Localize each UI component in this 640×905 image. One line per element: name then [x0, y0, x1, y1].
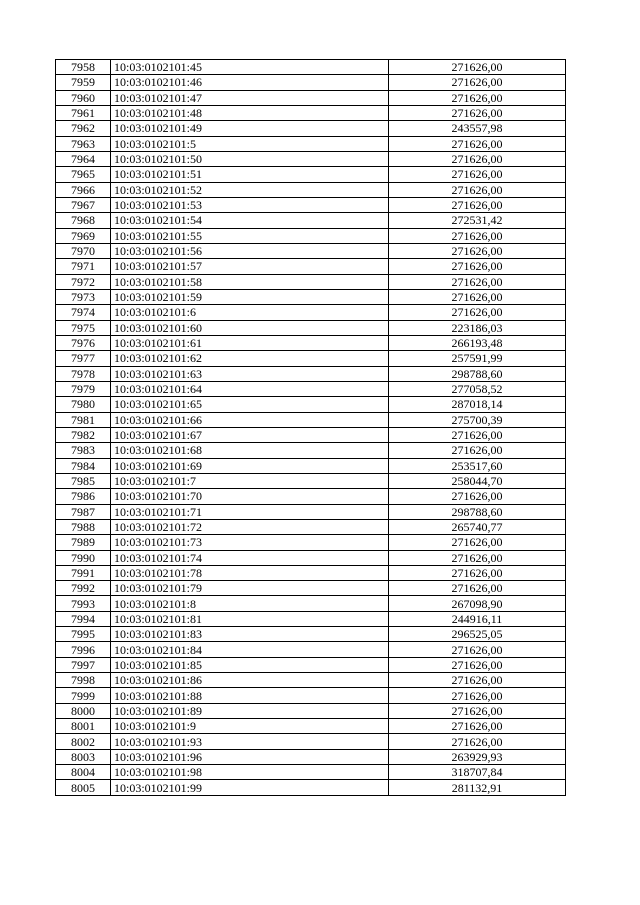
- row-number-cell: 8000: [56, 703, 111, 718]
- table-row: [56, 657, 566, 672]
- data-table: [55, 59, 566, 796]
- row-number-cell: 7991: [56, 565, 111, 580]
- value-cell: 271626,00: [389, 289, 566, 304]
- table-row: [56, 182, 566, 197]
- row-number-cell: 8005: [56, 780, 111, 795]
- row-number-cell: 7965: [56, 167, 111, 182]
- row-number-cell: 7997: [56, 657, 111, 672]
- table-row: [56, 627, 566, 642]
- row-number-cell: 7960: [56, 90, 111, 105]
- table-row: [56, 381, 566, 396]
- value-cell: 318707,84: [389, 765, 566, 780]
- table-row: [56, 151, 566, 166]
- table-row: [56, 734, 566, 749]
- table-row: [56, 565, 566, 580]
- cadastral-number-cell: 10:03:0102101:64: [111, 381, 389, 396]
- value-cell: 277058,52: [389, 381, 566, 396]
- table-row: [56, 305, 566, 320]
- table-row: [56, 167, 566, 182]
- table-row: [56, 366, 566, 381]
- cadastral-number-cell: 10:03:0102101:49: [111, 121, 389, 136]
- value-cell: 271626,00: [389, 565, 566, 580]
- table-row: [56, 473, 566, 488]
- cadastral-number-cell: 10:03:0102101:78: [111, 565, 389, 580]
- value-cell: 257591,99: [389, 351, 566, 366]
- row-number-cell: 7999: [56, 688, 111, 703]
- table-row: [56, 75, 566, 90]
- table-row: [56, 581, 566, 596]
- row-number-cell: 8002: [56, 734, 111, 749]
- row-number-cell: 7977: [56, 351, 111, 366]
- table-row: [56, 550, 566, 565]
- table-row: [56, 213, 566, 228]
- cadastral-number-cell: 10:03:0102101:73: [111, 535, 389, 550]
- value-cell: 265740,77: [389, 519, 566, 534]
- row-number-cell: 7975: [56, 320, 111, 335]
- cadastral-number-cell: 10:03:0102101:79: [111, 581, 389, 596]
- table-row: [56, 335, 566, 350]
- cadastral-number-cell: 10:03:0102101:68: [111, 443, 389, 458]
- row-number-cell: 7985: [56, 473, 111, 488]
- cadastral-number-cell: 10:03:0102101:55: [111, 228, 389, 243]
- value-cell: 271626,00: [389, 581, 566, 596]
- value-cell: 253517,60: [389, 458, 566, 473]
- value-cell: 271626,00: [389, 136, 566, 151]
- value-cell: 298788,60: [389, 504, 566, 519]
- cadastral-number-cell: 10:03:0102101:53: [111, 197, 389, 212]
- row-number-cell: 7962: [56, 121, 111, 136]
- table-row: [56, 780, 566, 795]
- row-number-cell: 7988: [56, 519, 111, 534]
- row-number-cell: 7978: [56, 366, 111, 381]
- row-number-cell: 7972: [56, 274, 111, 289]
- cadastral-number-cell: 10:03:0102101:6: [111, 305, 389, 320]
- cadastral-number-cell: 10:03:0102101:47: [111, 90, 389, 105]
- value-cell: 296525,05: [389, 627, 566, 642]
- table-row: [56, 320, 566, 335]
- cadastral-number-cell: 10:03:0102101:60: [111, 320, 389, 335]
- value-cell: 271626,00: [389, 182, 566, 197]
- value-cell: 271626,00: [389, 489, 566, 504]
- value-cell: 271626,00: [389, 243, 566, 258]
- table-row: [56, 412, 566, 427]
- table-row: [56, 228, 566, 243]
- table-row: [56, 765, 566, 780]
- row-number-cell: 7992: [56, 581, 111, 596]
- cadastral-number-cell: 10:03:0102101:70: [111, 489, 389, 504]
- table-row: [56, 121, 566, 136]
- row-number-cell: 7958: [56, 60, 111, 75]
- table-row: [56, 749, 566, 764]
- table-row: [56, 274, 566, 289]
- value-cell: 243557,98: [389, 121, 566, 136]
- cadastral-number-cell: 10:03:0102101:81: [111, 611, 389, 626]
- value-cell: 271626,00: [389, 719, 566, 734]
- value-cell: 271626,00: [389, 642, 566, 657]
- value-cell: 271626,00: [389, 427, 566, 442]
- row-number-cell: 7964: [56, 151, 111, 166]
- cadastral-number-cell: 10:03:0102101:88: [111, 688, 389, 703]
- value-cell: 271626,00: [389, 305, 566, 320]
- value-cell: 287018,14: [389, 397, 566, 412]
- cadastral-number-cell: 10:03:0102101:59: [111, 289, 389, 304]
- table-row: [56, 642, 566, 657]
- row-number-cell: 7981: [56, 412, 111, 427]
- row-number-cell: 7963: [56, 136, 111, 151]
- row-number-cell: 7974: [56, 305, 111, 320]
- cadastral-number-cell: 10:03:0102101:48: [111, 105, 389, 120]
- table-row: [56, 259, 566, 274]
- value-cell: 271626,00: [389, 105, 566, 120]
- value-cell: 263929,93: [389, 749, 566, 764]
- row-number-cell: 7969: [56, 228, 111, 243]
- table-row: [56, 535, 566, 550]
- value-cell: 267098,90: [389, 596, 566, 611]
- value-cell: 271626,00: [389, 60, 566, 75]
- row-number-cell: 7982: [56, 427, 111, 442]
- value-cell: 271626,00: [389, 734, 566, 749]
- row-number-cell: 7996: [56, 642, 111, 657]
- cadastral-number-cell: 10:03:0102101:74: [111, 550, 389, 565]
- value-cell: 271626,00: [389, 274, 566, 289]
- value-cell: 271626,00: [389, 535, 566, 550]
- cadastral-number-cell: 10:03:0102101:9: [111, 719, 389, 734]
- row-number-cell: 7984: [56, 458, 111, 473]
- value-cell: 271626,00: [389, 657, 566, 672]
- value-cell: 271626,00: [389, 550, 566, 565]
- cadastral-number-cell: 10:03:0102101:69: [111, 458, 389, 473]
- row-number-cell: 7995: [56, 627, 111, 642]
- table-row: [56, 243, 566, 258]
- cadastral-number-cell: 10:03:0102101:89: [111, 703, 389, 718]
- table-row: [56, 197, 566, 212]
- row-number-cell: 8003: [56, 749, 111, 764]
- table-row: [56, 427, 566, 442]
- value-cell: 271626,00: [389, 703, 566, 718]
- cadastral-number-cell: 10:03:0102101:72: [111, 519, 389, 534]
- cadastral-number-cell: 10:03:0102101:84: [111, 642, 389, 657]
- row-number-cell: 7994: [56, 611, 111, 626]
- table-row: [56, 443, 566, 458]
- value-cell: 271626,00: [389, 443, 566, 458]
- table-row: [56, 519, 566, 534]
- value-cell: 271626,00: [389, 259, 566, 274]
- cadastral-number-cell: 10:03:0102101:56: [111, 243, 389, 258]
- row-number-cell: 7973: [56, 289, 111, 304]
- table-body: [56, 60, 566, 796]
- row-number-cell: 7983: [56, 443, 111, 458]
- cadastral-number-cell: 10:03:0102101:63: [111, 366, 389, 381]
- value-cell: 258044,70: [389, 473, 566, 488]
- cadastral-number-cell: 10:03:0102101:54: [111, 213, 389, 228]
- value-cell: 271626,00: [389, 673, 566, 688]
- cadastral-number-cell: 10:03:0102101:85: [111, 657, 389, 672]
- cadastral-number-cell: 10:03:0102101:58: [111, 274, 389, 289]
- table-row: [56, 60, 566, 75]
- cadastral-number-cell: 10:03:0102101:57: [111, 259, 389, 274]
- cadastral-number-cell: 10:03:0102101:52: [111, 182, 389, 197]
- value-cell: 244916,11: [389, 611, 566, 626]
- value-cell: 275700,39: [389, 412, 566, 427]
- value-cell: 266193,48: [389, 335, 566, 350]
- row-number-cell: 7976: [56, 335, 111, 350]
- value-cell: 271626,00: [389, 167, 566, 182]
- table-row: [56, 397, 566, 412]
- row-number-cell: 7966: [56, 182, 111, 197]
- cadastral-number-cell: 10:03:0102101:66: [111, 412, 389, 427]
- cadastral-number-cell: 10:03:0102101:62: [111, 351, 389, 366]
- cadastral-number-cell: 10:03:0102101:5: [111, 136, 389, 151]
- cadastral-number-cell: 10:03:0102101:71: [111, 504, 389, 519]
- table-row: [56, 611, 566, 626]
- row-number-cell: 8001: [56, 719, 111, 734]
- row-number-cell: 8004: [56, 765, 111, 780]
- cadastral-number-cell: 10:03:0102101:96: [111, 749, 389, 764]
- row-number-cell: 7970: [56, 243, 111, 258]
- cadastral-number-cell: 10:03:0102101:98: [111, 765, 389, 780]
- value-cell: 271626,00: [389, 75, 566, 90]
- table-row: [56, 504, 566, 519]
- row-number-cell: 7993: [56, 596, 111, 611]
- cadastral-number-cell: 10:03:0102101:67: [111, 427, 389, 442]
- cadastral-number-cell: 10:03:0102101:86: [111, 673, 389, 688]
- cadastral-number-cell: 10:03:0102101:50: [111, 151, 389, 166]
- table-row: [56, 688, 566, 703]
- cadastral-number-cell: 10:03:0102101:45: [111, 60, 389, 75]
- value-cell: 271626,00: [389, 197, 566, 212]
- cadastral-number-cell: 10:03:0102101:83: [111, 627, 389, 642]
- value-cell: 271626,00: [389, 90, 566, 105]
- value-cell: 223186,03: [389, 320, 566, 335]
- table-row: [56, 703, 566, 718]
- row-number-cell: 7971: [56, 259, 111, 274]
- row-number-cell: 7959: [56, 75, 111, 90]
- row-number-cell: 7998: [56, 673, 111, 688]
- cadastral-number-cell: 10:03:0102101:46: [111, 75, 389, 90]
- table-row: [56, 489, 566, 504]
- table-row: [56, 596, 566, 611]
- table-row: [56, 673, 566, 688]
- value-cell: 271626,00: [389, 228, 566, 243]
- value-cell: 271626,00: [389, 151, 566, 166]
- table-row: [56, 105, 566, 120]
- table-row: [56, 289, 566, 304]
- row-number-cell: 7967: [56, 197, 111, 212]
- cadastral-number-cell: 10:03:0102101:65: [111, 397, 389, 412]
- cadastral-number-cell: 10:03:0102101:61: [111, 335, 389, 350]
- cadastral-number-cell: 10:03:0102101:8: [111, 596, 389, 611]
- row-number-cell: 7986: [56, 489, 111, 504]
- table-row: [56, 136, 566, 151]
- table-row: [56, 719, 566, 734]
- row-number-cell: 7979: [56, 381, 111, 396]
- value-cell: 298788,60: [389, 366, 566, 381]
- value-cell: 271626,00: [389, 688, 566, 703]
- row-number-cell: 7980: [56, 397, 111, 412]
- row-number-cell: 7961: [56, 105, 111, 120]
- value-cell: 281132,91: [389, 780, 566, 795]
- row-number-cell: 7990: [56, 550, 111, 565]
- cadastral-number-cell: 10:03:0102101:7: [111, 473, 389, 488]
- row-number-cell: 7989: [56, 535, 111, 550]
- value-cell: 272531,42: [389, 213, 566, 228]
- cadastral-number-cell: 10:03:0102101:99: [111, 780, 389, 795]
- table-row: [56, 458, 566, 473]
- cadastral-number-cell: 10:03:0102101:93: [111, 734, 389, 749]
- row-number-cell: 7987: [56, 504, 111, 519]
- row-number-cell: 7968: [56, 213, 111, 228]
- table-row: [56, 90, 566, 105]
- table-row: [56, 351, 566, 366]
- cadastral-number-cell: 10:03:0102101:51: [111, 167, 389, 182]
